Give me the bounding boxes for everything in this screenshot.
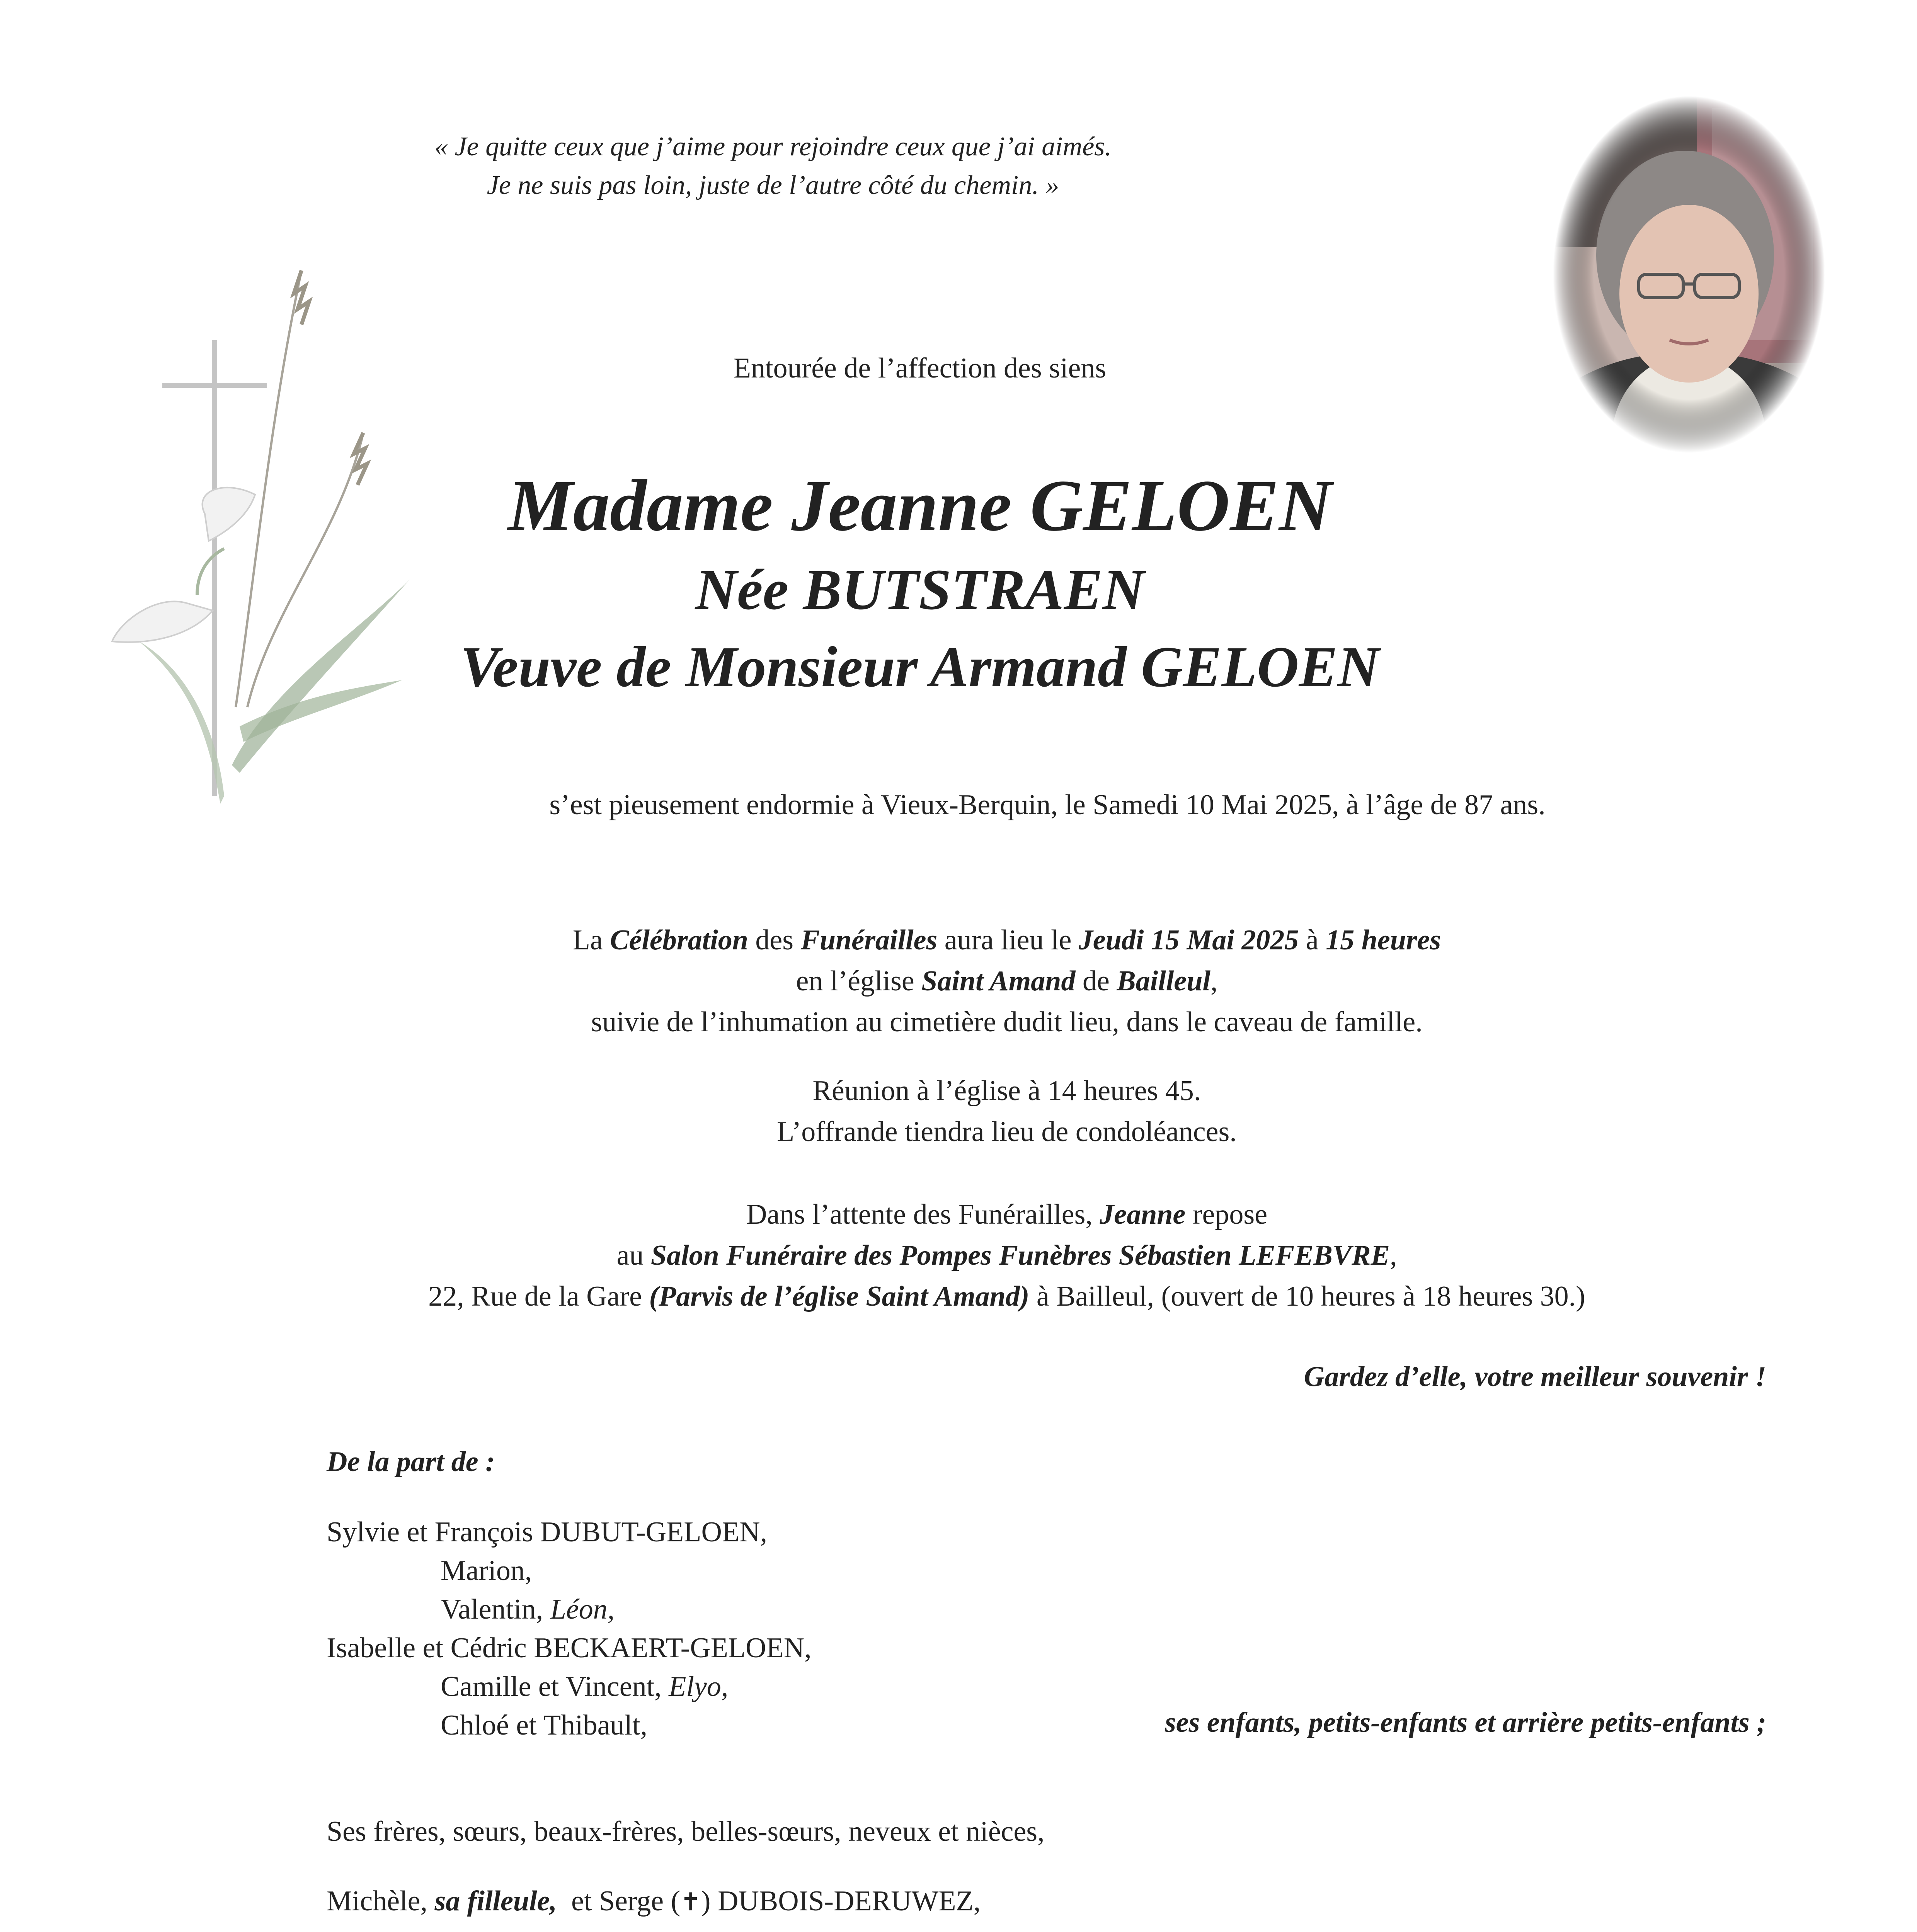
ceremony-text: ,: [1210, 965, 1218, 997]
ceremony-block: [0, 920, 1917, 1043]
ceremony-text: aura lieu le: [937, 924, 1079, 956]
godchild-name: Michèle,: [327, 1885, 435, 1917]
role-children: ses enfants, petits-enfants et arrière petits-enfants ;: [1165, 1707, 1766, 1738]
rest-parvis: (Parvis de l’église Saint Amand): [649, 1281, 1030, 1312]
death-notice: s’est pieusement endormie à Vieux-Berquin, le Samedi 10 Mai 2025, à l’âge de 87 ans.: [549, 789, 1546, 821]
cross-icon: ✝: [680, 1888, 701, 1917]
family-member: Chloé et Thibault,: [441, 1709, 648, 1741]
quote-line-2: Je ne suis pas loin, juste de l’autre côté du chemin. »: [487, 170, 1059, 200]
meeting-time: Réunion à l’église à 14 heures 45.: [812, 1075, 1201, 1107]
rest-first-name: Jeanne: [1100, 1199, 1186, 1230]
godchild-line: [327, 1882, 981, 1922]
church-town: Bailleul: [1117, 965, 1210, 997]
rest-text: Dans l’attente des Funérailles,: [746, 1199, 1100, 1230]
godchild-text: et Serge (: [557, 1885, 681, 1917]
ceremony-time: 15 heures: [1326, 924, 1441, 956]
godchild-text: ) DUBOIS-DERUWEZ,: [701, 1885, 981, 1917]
family-member: Isabelle et Cédric BECKAERT-GELOEN,: [327, 1632, 812, 1664]
family-member: [441, 1590, 615, 1629]
funeral-salon: Salon Funéraire des Pompes Funèbres Sébastien LEFEBVRE: [650, 1240, 1390, 1271]
ceremony-text: des: [748, 924, 801, 956]
family-member: [441, 1667, 728, 1706]
ceremony-text: La: [572, 924, 610, 956]
ceremony-text: en l’église: [796, 965, 922, 997]
maiden-name: Née BUTSTRAEN: [695, 558, 1145, 622]
widow-of: Veuve de Monsieur Armand GELOEN: [460, 635, 1380, 699]
family-member: Marion,: [441, 1555, 532, 1587]
portrait-photo: [1550, 93, 1828, 456]
ceremony-text: à: [1299, 924, 1326, 956]
offering-note: L’offrande tiendra lieu de condoléances.: [777, 1116, 1237, 1148]
from-heading: De la part de :: [327, 1446, 495, 1478]
epigraph-quote: [348, 128, 1198, 205]
quote-line-1: « Je quitte ceux que j’aime pour rejoindre ceux que j’ai aimés.: [434, 132, 1112, 162]
family-member-name: Elyo,: [669, 1671, 729, 1702]
rest-block: [0, 1194, 1917, 1317]
intro-text: Entourée de l’affection des siens: [733, 352, 1107, 384]
rest-text: ,: [1389, 1240, 1397, 1271]
meeting-block: [0, 1070, 1917, 1152]
ceremony-text: de: [1075, 965, 1117, 997]
family-member-name: Camille et Vincent,: [441, 1671, 669, 1702]
ceremony-celebration: Célébration: [610, 924, 748, 956]
keep-memory: Gardez d’elle, votre meilleur souvenir !: [1304, 1361, 1766, 1393]
rest-address: 22, Rue de la Gare: [428, 1281, 649, 1312]
family-member-name: Valentin,: [441, 1594, 550, 1625]
family-member-name: Léon,: [550, 1594, 615, 1625]
deceased-name: Madame Jeanne GELOEN: [507, 465, 1332, 546]
rest-text: au: [616, 1240, 651, 1271]
rest-hours: à Bailleul, (ouvert de 10 heures à 18 heures 30.): [1029, 1281, 1585, 1312]
godchild-role: sa filleule,: [434, 1885, 557, 1917]
burial-text: suivie de l’inhumation au cimetière dudit lieu, dans le caveau de famille.: [591, 1006, 1423, 1038]
church-name: Saint Amand: [921, 965, 1076, 997]
family-member: Sylvie et François DUBUT-GELOEN,: [327, 1516, 768, 1548]
rest-text: repose: [1185, 1199, 1268, 1230]
ceremony-funerailles: Funérailles: [800, 924, 938, 956]
siblings-line: Ses frères, sœurs, beaux-frères, belles-sœurs, neveux et nièces,: [327, 1816, 1045, 1847]
ceremony-date: Jeudi 15 Mai 2025: [1078, 924, 1299, 956]
